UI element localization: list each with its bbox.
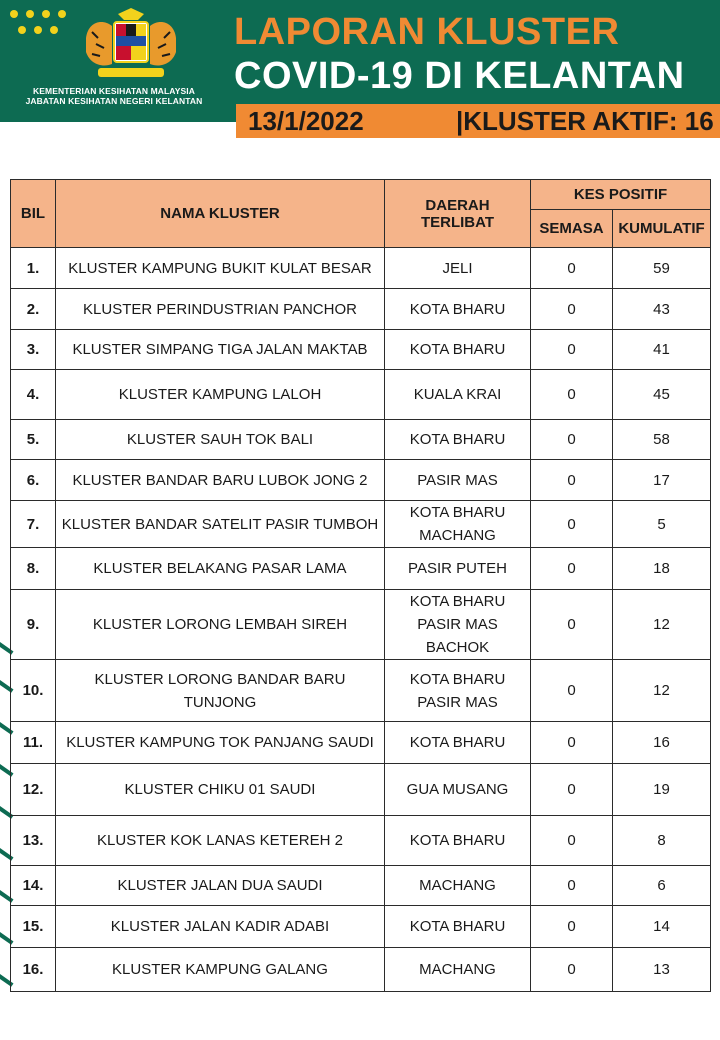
cluster-name <box>56 764 385 816</box>
ministry-label <box>8 86 220 106</box>
table-row <box>11 764 711 816</box>
coat-of-arms-icon <box>78 8 184 84</box>
cluster-name-line: KLUSTER KAMPUNG LALOH <box>118 386 322 403</box>
district <box>385 660 531 722</box>
cumulative-cases: 14 <box>613 906 711 948</box>
cumulative-cases: 59 <box>613 248 711 289</box>
cluster-name-line: KLUSTER KAMPUNG BUKIT KULAT BESAR <box>68 259 372 277</box>
district-line: BACHOK <box>425 639 490 656</box>
district-line: KOTA BHARU <box>409 593 506 610</box>
header-daerah-line-1: DAERAH <box>425 196 490 214</box>
cumulative-cases: 6 <box>613 866 711 906</box>
cumulative-cases: 12 <box>613 590 711 660</box>
cumulative-cases: 45 <box>613 370 711 420</box>
current-cases: 0 <box>531 420 613 460</box>
cluster-name <box>56 590 385 660</box>
cluster-name <box>56 460 385 501</box>
current-cases: 0 <box>531 330 613 370</box>
current-cases: 0 <box>531 548 613 590</box>
district <box>385 420 531 460</box>
report-header <box>0 0 720 140</box>
row-number: 14. <box>11 866 56 906</box>
table-row <box>11 460 711 501</box>
district-line: KUALA KRAI <box>413 386 502 403</box>
district-line: PASIR MAS <box>417 471 498 489</box>
current-cases: 0 <box>531 289 613 330</box>
table-row <box>11 948 711 992</box>
cumulative-cases: 41 <box>613 330 711 370</box>
cluster-table <box>10 179 711 992</box>
row-number: 16. <box>11 948 56 992</box>
cluster-name-line: KLUSTER LORONG BANDAR BARU <box>94 670 346 688</box>
current-cases: 0 <box>531 764 613 816</box>
active-cluster-count: |KLUSTER AKTIF: 16 <box>456 106 714 136</box>
district-line: PASIR MAS <box>417 693 498 711</box>
row-number: 15. <box>11 906 56 948</box>
cluster-name <box>56 660 385 722</box>
current-cases: 0 <box>531 948 613 992</box>
district-line: GUA MUSANG <box>406 781 509 798</box>
header-kumulatif: KUMULATIF <box>613 210 711 248</box>
cumulative-cases: 17 <box>613 460 711 501</box>
current-cases: 0 <box>531 460 613 501</box>
district-line: KOTA BHARU <box>409 504 506 521</box>
table-row <box>11 330 711 370</box>
row-number: 4. <box>11 370 56 420</box>
header-daerah-terlibat <box>385 180 531 248</box>
cluster-name <box>56 722 385 764</box>
cluster-name-line: KLUSTER SIMPANG TIGA JALAN MAKTAB <box>72 341 368 358</box>
district-line: MACHANG <box>419 961 496 978</box>
cluster-name-line: KLUSTER KAMPUNG TOK PANJANG SAUDI <box>66 734 374 751</box>
cluster-name-line: KLUSTER JALAN KADIR ADABI <box>110 918 330 935</box>
report-date: 13/1/2022 <box>248 106 364 136</box>
cumulative-cases: 13 <box>613 948 711 992</box>
cluster-name-line: TUNJONG <box>183 693 257 711</box>
district <box>385 866 531 906</box>
row-number: 8. <box>11 548 56 590</box>
table-row <box>11 420 711 460</box>
row-number: 12. <box>11 764 56 816</box>
district-line: PASIR MAS <box>417 616 498 633</box>
cluster-name <box>56 330 385 370</box>
district <box>385 460 531 501</box>
row-number: 11. <box>11 722 56 764</box>
district <box>385 906 531 948</box>
table-row <box>11 906 711 948</box>
table-row <box>11 722 711 764</box>
cluster-name <box>56 866 385 906</box>
current-cases: 0 <box>531 590 613 660</box>
row-number: 7. <box>11 501 56 548</box>
district <box>385 289 531 330</box>
cumulative-cases: 58 <box>613 420 711 460</box>
district-line: KOTA BHARU <box>409 918 506 935</box>
table-row <box>11 370 711 420</box>
table-row <box>11 816 711 866</box>
district-line: MACHANG <box>419 527 496 544</box>
row-number: 5. <box>11 420 56 460</box>
district-line: KOTA BHARU <box>409 431 506 448</box>
report-title-line-1: LAPORAN KLUSTER <box>234 11 620 53</box>
cluster-name-line: KLUSTER CHIKU 01 SAUDI <box>124 781 316 798</box>
current-cases: 0 <box>531 370 613 420</box>
table-row <box>11 248 711 289</box>
current-cases: 0 <box>531 866 613 906</box>
table-row <box>11 501 711 548</box>
district <box>385 548 531 590</box>
header-semasa: SEMASA <box>531 210 613 248</box>
header-daerah-line-2: TERLIBAT <box>420 213 495 231</box>
cluster-name <box>56 816 385 866</box>
row-number: 1. <box>11 248 56 289</box>
cumulative-cases: 8 <box>613 816 711 866</box>
cluster-name <box>56 548 385 590</box>
district <box>385 501 531 548</box>
header-bil: BIL <box>11 180 56 248</box>
cluster-name <box>56 948 385 992</box>
district <box>385 370 531 420</box>
cluster-name-line: KLUSTER BELAKANG PASAR LAMA <box>93 560 347 577</box>
cluster-name <box>56 248 385 289</box>
table-row <box>11 548 711 590</box>
header-kes-positif: KES POSITIF <box>531 180 711 210</box>
table-row <box>11 289 711 330</box>
cluster-name-line: KLUSTER LORONG LEMBAH SIREH <box>92 616 348 633</box>
district-line: KOTA BHARU <box>409 341 506 358</box>
cumulative-cases: 5 <box>613 501 711 548</box>
district <box>385 948 531 992</box>
district-line: KOTA BHARU <box>409 670 506 688</box>
current-cases: 0 <box>531 660 613 722</box>
current-cases: 0 <box>531 248 613 289</box>
cluster-table-body <box>11 248 711 992</box>
cluster-name <box>56 501 385 548</box>
cluster-name-line: KLUSTER BANDAR BARU LUBOK JONG 2 <box>72 471 368 489</box>
report-title-line-2: COVID-19 DI KELANTAN <box>234 55 685 97</box>
row-number: 13. <box>11 816 56 866</box>
cluster-name-line: KLUSTER SAUH TOK BALI <box>126 431 314 448</box>
district-line: KOTA BHARU <box>409 300 506 318</box>
district-line: KOTA BHARU <box>409 832 506 849</box>
table-row <box>11 660 711 722</box>
ministry-line-1: KEMENTERIAN KESIHATAN MALAYSIA <box>33 86 195 96</box>
cluster-name <box>56 370 385 420</box>
table-row <box>11 866 711 906</box>
cumulative-cases: 12 <box>613 660 711 722</box>
decorative-dots <box>8 4 68 44</box>
cluster-name-line: KLUSTER KOK LANAS KETEREH 2 <box>97 832 343 849</box>
table-row <box>11 590 711 660</box>
cumulative-cases: 43 <box>613 289 711 330</box>
ministry-line-2: JABATAN KESIHATAN NEGERI KELANTAN <box>25 96 203 106</box>
current-cases: 0 <box>531 501 613 548</box>
header-nama-kluster: NAMA KLUSTER <box>56 180 385 248</box>
current-cases: 0 <box>531 722 613 764</box>
current-cases: 0 <box>531 906 613 948</box>
cluster-name-line: KLUSTER JALAN DUA SAUDI <box>117 877 323 894</box>
row-number: 10. <box>11 660 56 722</box>
district-line: KOTA BHARU <box>409 734 506 751</box>
district <box>385 248 531 289</box>
row-number: 2. <box>11 289 56 330</box>
row-number: 6. <box>11 460 56 501</box>
cumulative-cases: 16 <box>613 722 711 764</box>
row-number: 3. <box>11 330 56 370</box>
district <box>385 722 531 764</box>
cluster-name-line: KLUSTER KAMPUNG GALANG <box>112 961 328 978</box>
district <box>385 764 531 816</box>
cluster-name <box>56 289 385 330</box>
current-cases: 0 <box>531 816 613 866</box>
district-line: JELI <box>442 259 473 277</box>
cumulative-cases: 18 <box>613 548 711 590</box>
cluster-name-line: KLUSTER BANDAR SATELIT PASIR TUMBOH <box>61 515 379 533</box>
district <box>385 330 531 370</box>
cumulative-cases: 19 <box>613 764 711 816</box>
row-number: 9. <box>11 590 56 660</box>
district <box>385 590 531 660</box>
cluster-name <box>56 906 385 948</box>
district-line: MACHANG <box>419 877 496 894</box>
district-line: PASIR PUTEH <box>408 560 507 577</box>
district <box>385 816 531 866</box>
cluster-name <box>56 420 385 460</box>
cluster-name-line: KLUSTER PERINDUSTRIAN PANCHOR <box>83 300 357 318</box>
